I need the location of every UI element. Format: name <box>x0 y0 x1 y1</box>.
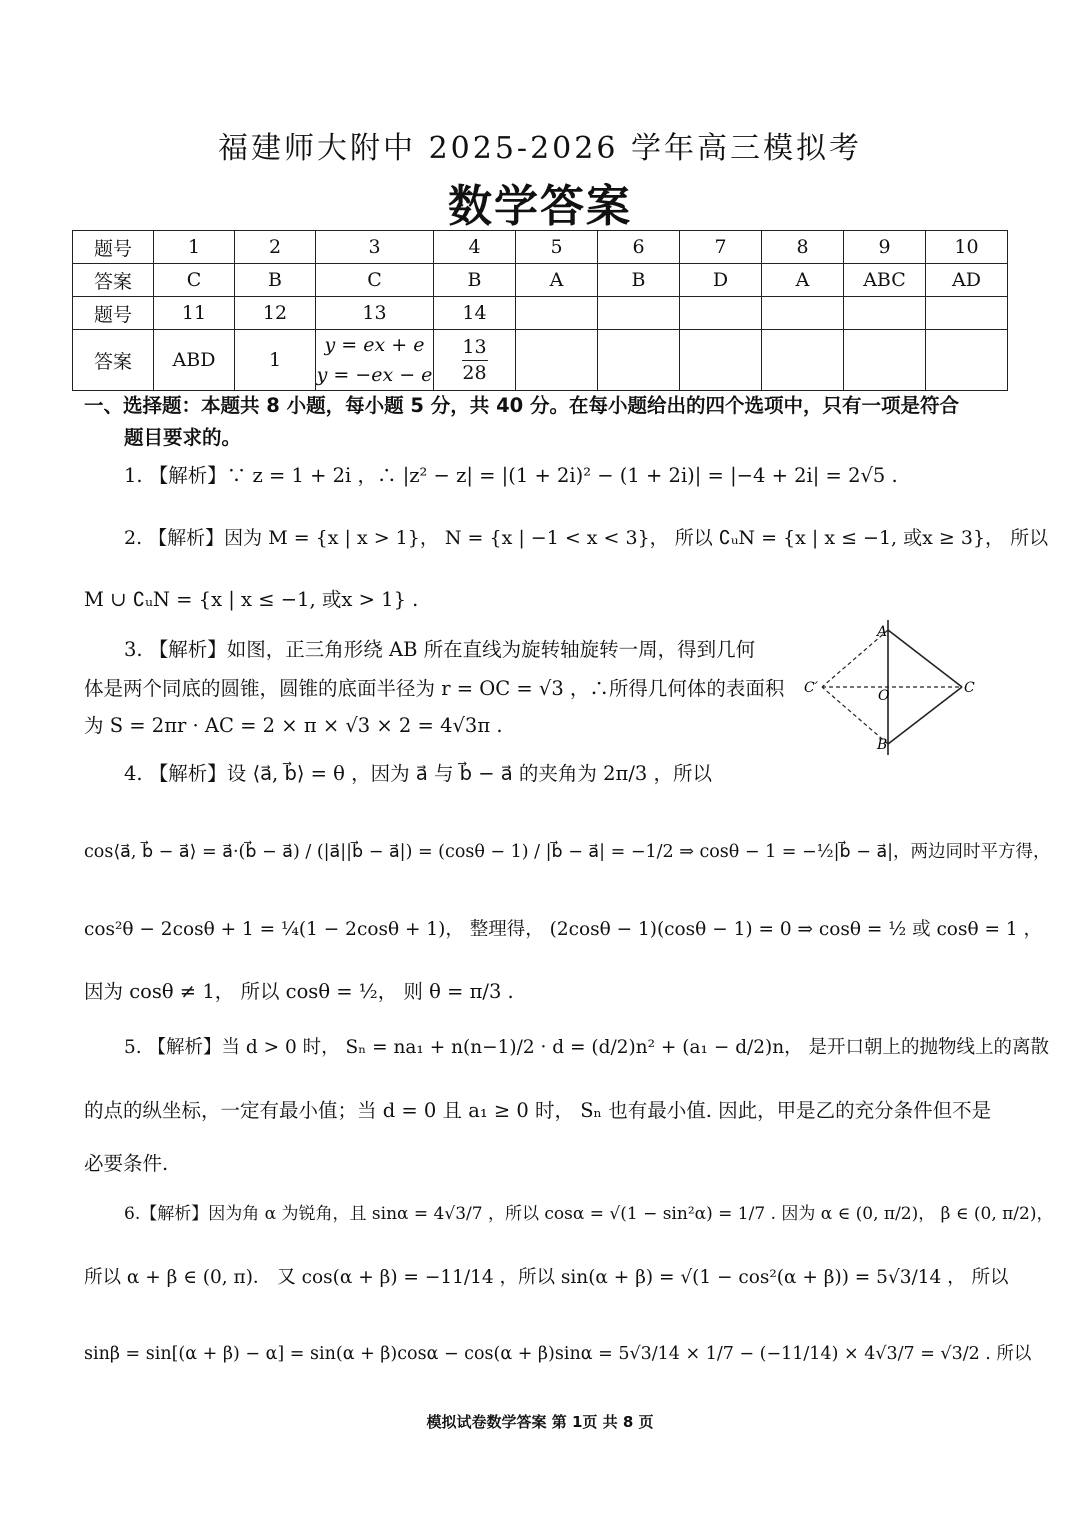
table-cell: ABD <box>154 330 235 391</box>
table-cell: 11 <box>154 297 235 330</box>
table-cell: B <box>235 264 316 297</box>
table-cell: 1 <box>235 330 316 391</box>
table-cell: 13 <box>316 297 434 330</box>
solution-4-line-3: cos²θ − 2cosθ + 1 = ¼(1 − 2cosθ + 1)， 整理得， (2cosθ − 1)(cosθ − 1) = 0 ⇒ cosθ = ½ 或 cosθ = 1 ， <box>84 919 1042 940</box>
table-cell: 9 <box>844 231 926 264</box>
table-cell: D <box>680 264 762 297</box>
solution-2-line-1: 2. 【解析】因为 M = {x | x > 1}， N = {x | −1 < x < 3}， 所以 ∁ᵤN = {x | x ≤ −1, 或x ≥ 3}， 所以 <box>124 527 1049 549</box>
table-cell: C <box>316 264 434 297</box>
solution-5-line-2: 的点的纵坐标，一定有最小值；当 d = 0 且 a₁ ≥ 0 时， Sₙ 也有最小值. 因此，甲是乙的充分条件但不是 <box>84 1099 992 1122</box>
table-cell: ABC <box>844 264 926 297</box>
table-cell <box>762 297 844 330</box>
label-b: B <box>877 737 888 753</box>
table-cell: 2 <box>235 231 316 264</box>
table-cell: 题号 <box>73 231 154 264</box>
table-cell: 6 <box>598 231 680 264</box>
table-cell: 题号 <box>73 297 154 330</box>
solution-6-line-3: sinβ = sin[(α + β) − α] = sin(α + β)cosα − cos(α + β)sinα = 5√3/14 × 1/7 − (−11/14) × 4√3/7 = √3/2 . 所以 <box>84 1344 1032 1364</box>
solution-4-line-4: 因为 cosθ ≠ 1， 所以 cosθ = ½， 则 θ = π/3 . <box>84 980 514 1003</box>
table-cell: 5 <box>516 231 598 264</box>
answer-table <box>72 230 1008 391</box>
answer-13-line-2: y = −ex − e <box>316 364 433 386</box>
table-cell <box>434 330 516 391</box>
table-cell: AD <box>926 264 1008 297</box>
page-footer: 模拟试卷数学答案 第 1页 共 8 页 <box>426 1413 654 1431</box>
table-cell <box>316 330 434 391</box>
table-cell: A <box>516 264 598 297</box>
table-cell: 12 <box>235 297 316 330</box>
table-cell <box>844 297 926 330</box>
section-heading-line-1: 一、选择题：本题共 8 小题，每小题 5 分，共 40 分。在每小题给出的四个选项中，只有一项是符合 <box>84 394 960 417</box>
table-cell: C <box>154 264 235 297</box>
label-a: A <box>877 624 888 640</box>
table-cell: 答案 <box>73 264 154 297</box>
answer-13-line-1: y = ex + e <box>324 334 425 356</box>
solution-1: 1. 【解析】∵ z = 1 + 2i ，∴ |z² − z| = |(1 + 2i)² − (1 + 2i)| = |−4 + 2i| = 2√5 . <box>124 464 898 487</box>
solution-3-line-3: 为 S = 2πr · AC = 2 × π × √3 × 2 = 4√3π . <box>84 714 503 737</box>
table-cell: 4 <box>434 231 516 264</box>
table-cell <box>680 330 762 391</box>
edge-ac <box>888 630 962 687</box>
table-cell: A <box>762 264 844 297</box>
table-cell <box>680 297 762 330</box>
label-o: O <box>878 688 890 704</box>
table-cell <box>598 297 680 330</box>
label-c: C <box>964 680 975 696</box>
table-cell <box>516 297 598 330</box>
solution-6-line-1: 6.【解析】因为角 α 为锐角，且 sinα = 4√3/7 ，所以 cosα = √(1 − sin²α) = 1/7 . 因为 α ∈ (0, π/2)， β ∈ (0, π/2)， <box>124 1204 1054 1224</box>
table-cell <box>516 330 598 391</box>
table-cell: 3 <box>316 231 434 264</box>
answer-14-denominator: 28 <box>462 361 487 384</box>
solution-4-line-1: 4. 【解析】设 ⟨a⃗, b⃗⟩ = θ ，因为 a⃗ 与 b⃗ − a⃗ 的夹角为 2π/3 ，所以 <box>124 762 713 785</box>
table-cell <box>926 330 1008 391</box>
page-subtitle: 数学答案 <box>448 181 632 232</box>
table-cell <box>926 297 1008 330</box>
table-cell: 1 <box>154 231 235 264</box>
table-cell: B <box>434 264 516 297</box>
table-cell: B <box>598 264 680 297</box>
table-cell: 7 <box>680 231 762 264</box>
page-title: 福建师大附中 2025-2026 学年高三模拟考 <box>218 131 862 166</box>
table-cell <box>598 330 680 391</box>
table-cell: 8 <box>762 231 844 264</box>
section-heading-line-2: 题目要求的。 <box>124 426 242 449</box>
table-row-answer-1 <box>73 264 1008 297</box>
label-c-prime: C′ <box>804 680 818 696</box>
table-cell: 10 <box>926 231 1008 264</box>
solution-6-line-2: 所以 α + β ∈ (0, π)． 又 cos(α + β) = −11/14 ，所以 sin(α + β) = √(1 − cos²(α + β)) = 5√3/14 ， 所以 <box>84 1267 1009 1288</box>
answer-14-numerator: 13 <box>462 335 487 358</box>
table-cell <box>762 330 844 391</box>
table-cell: 14 <box>434 297 516 330</box>
table-row-answer-2 <box>73 330 1008 391</box>
solution-3-line-1: 3. 【解析】如图，正三角形绕 AB 所在直线为旋转轴旋转一周，得到几何 <box>124 638 756 661</box>
table-row-question-1 <box>73 231 1008 264</box>
solution-5-line-3: 必要条件. <box>84 1152 169 1175</box>
table-cell: 答案 <box>73 330 154 391</box>
edge-bc <box>888 687 962 744</box>
solution-5-line-1: 5. 【解析】当 d > 0 时， Sₙ = na₁ + n(n−1)/2 · d = (d/2)n² + (a₁ − d/2)n， 是开口朝上的抛物线上的离散 <box>124 1037 1050 1058</box>
table-cell <box>844 330 926 391</box>
solution-3-line-2: 体是两个同底的圆锥，圆锥的底面半径为 r = OC = √3 ，∴所得几何体的表面积 <box>84 677 785 700</box>
table-row-question-2 <box>73 297 1008 330</box>
solution-2-line-2: M ∪ ∁ᵤN = {x | x ≤ −1, 或x > 1} . <box>84 588 419 611</box>
cone-rotation-figure <box>798 620 988 755</box>
solution-4-line-2: cos⟨a⃗, b⃗ − a⃗⟩ = a⃗·(b⃗ − a⃗) / (|a⃗||b⃗ − a⃗|) = (cosθ − 1) / |b⃗ − a⃗| = −1/2 ⇒ cosθ − 1 = −½|b⃗ − a⃗|，两边同时平方得， <box>84 842 1051 862</box>
